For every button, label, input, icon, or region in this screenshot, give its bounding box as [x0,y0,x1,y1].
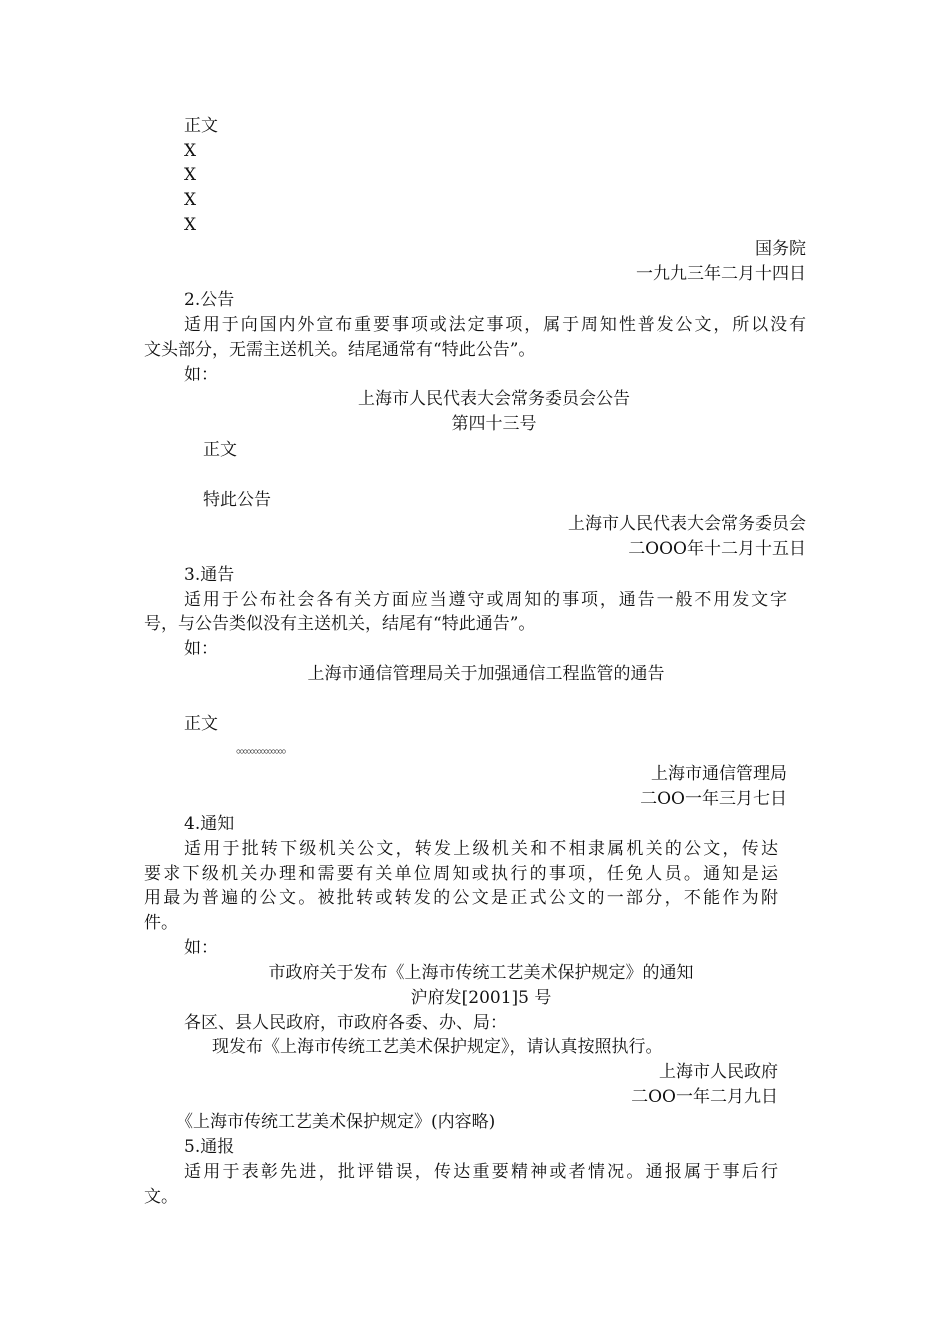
paragraph-line: 文头部分，无需主送机关。结尾通常有“特此公告”。 [144,340,536,360]
placeholder-x: X [184,165,197,185]
paragraph-line: 适用于向国内外宣布重要事项或法定事项，属于周知性普发公文，所以没有 [184,315,806,335]
placeholder-x: X [184,215,197,235]
placeholder-x: X [184,190,197,210]
date: 二OO一年三月七日 [640,789,787,809]
signature: 上海市人民政府 [659,1062,778,1082]
section-heading: 5.通报 [184,1137,235,1157]
notice-body: 现发布《上海市传统工艺美术保护规定》，请认真按照执行。 [212,1037,663,1057]
signature: 上海市人民代表大会常务委员会 [568,514,806,534]
document-title: 市政府关于发布《上海市传统工艺美术保护规定》的通知 [268,963,694,983]
date: 一九九三年二月十四日 [636,264,806,284]
paragraph-line: 文。 [144,1187,178,1207]
paragraph-line: 适用于表彰先进，批评错误，传达重要精神或者情况。通报属于事后行 [184,1162,778,1182]
ellipsis-dots: 。。。。。。。。。。。。。。 [236,741,292,756]
document-number: 沪府发[2001]5 号 [410,988,552,1008]
paragraph-line: 号，与公告类似没有主送机关，结尾有“特此通告”。 [144,614,536,634]
example-label: 如： [184,365,218,385]
body-label: 正文 [184,116,218,136]
closing-text: 特此公告 [203,490,271,510]
paragraph-line: 适用于批转下级机关公文，转发上级机关和不相隶属机关的公文，传达 [184,839,778,859]
section-heading: 4.通知 [184,814,235,834]
section-heading: 3.通告 [184,565,235,585]
paragraph-line: 用最为普遍的公文。被批转或转发的公文是正式公文的一部分，不能作为附 [144,888,778,908]
placeholder-x: X [184,141,197,161]
date: 二OO一年二月九日 [631,1087,778,1107]
document-title: 上海市人民代表大会常务委员会公告 [358,389,630,409]
attachment-note: 《上海市传统工艺美术保护规定》(内容略) [176,1112,496,1132]
paragraph-line: 件。 [144,913,178,933]
body-label: 正文 [184,714,218,734]
document-number: 第四十三号 [451,414,537,434]
section-heading: 2.公告 [184,290,235,310]
signature: 国务院 [755,239,806,259]
paragraph-line: 适用于公布社会各有关方面应当遵守或周知的事项，通告一般不用发文字 [184,590,787,610]
body-label: 正文 [203,440,237,460]
paragraph-line: 要求下级机关办理和需要有关单位周知或执行的事项，任免人员。通知是运 [144,864,778,884]
date: 二OOO年十二月十五日 [628,539,806,559]
recipients: 各区、县人民政府，市政府各委、办、局： [184,1013,507,1033]
signature: 上海市通信管理局 [651,764,787,784]
document-title: 上海市通信管理局关于加强通信工程监管的通告 [307,664,665,684]
example-label: 如： [184,938,218,958]
example-label: 如： [184,639,218,659]
